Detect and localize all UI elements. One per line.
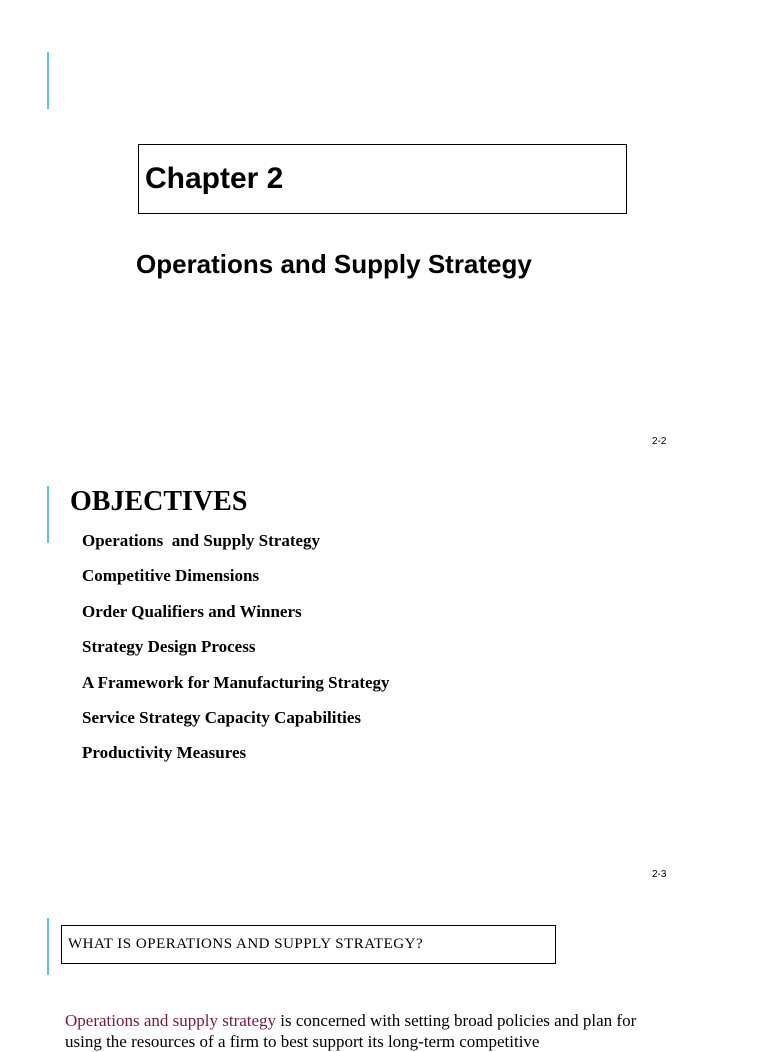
chapter-title: Chapter 2 [145,162,284,195]
objective-item: Competitive Dimensions [82,566,260,586]
highlighted-term: Operations and supply strategy [65,1011,277,1030]
chapter-title-box [138,144,627,214]
question-heading-box [61,925,556,964]
chapter-subtitle: Operations and Supply Strategy [136,249,532,279]
slide-accent-bar [47,918,49,975]
objectives-list [82,527,390,775]
objective-item: Order Qualifiers and Winners [82,601,302,621]
question-heading: WHAT IS OPERATIONS AND SUPPLY STRATEGY? [68,936,424,952]
definition-text: is concerned with setting broad policies and plan for using the resources of a firm to best support its long-term competitive [65,1011,637,1051]
objective-item: Operations and Supply Strategy [82,531,321,550]
page-number: 2-3 [652,869,667,880]
slide-accent-bar [47,486,49,543]
objective-item: A Framework for Manufacturing Strategy [82,672,390,692]
objectives-heading: OBJECTIVES [70,486,248,517]
objective-item: Service Strategy Capacity Capabilities [82,707,362,727]
page-number: 2-2 [652,436,667,447]
objective-item: Strategy Design Process [82,637,256,657]
definition-paragraph [65,1010,645,1052]
slide-accent-bar [47,52,49,109]
objective-item: Productivity Measures [82,743,247,763]
